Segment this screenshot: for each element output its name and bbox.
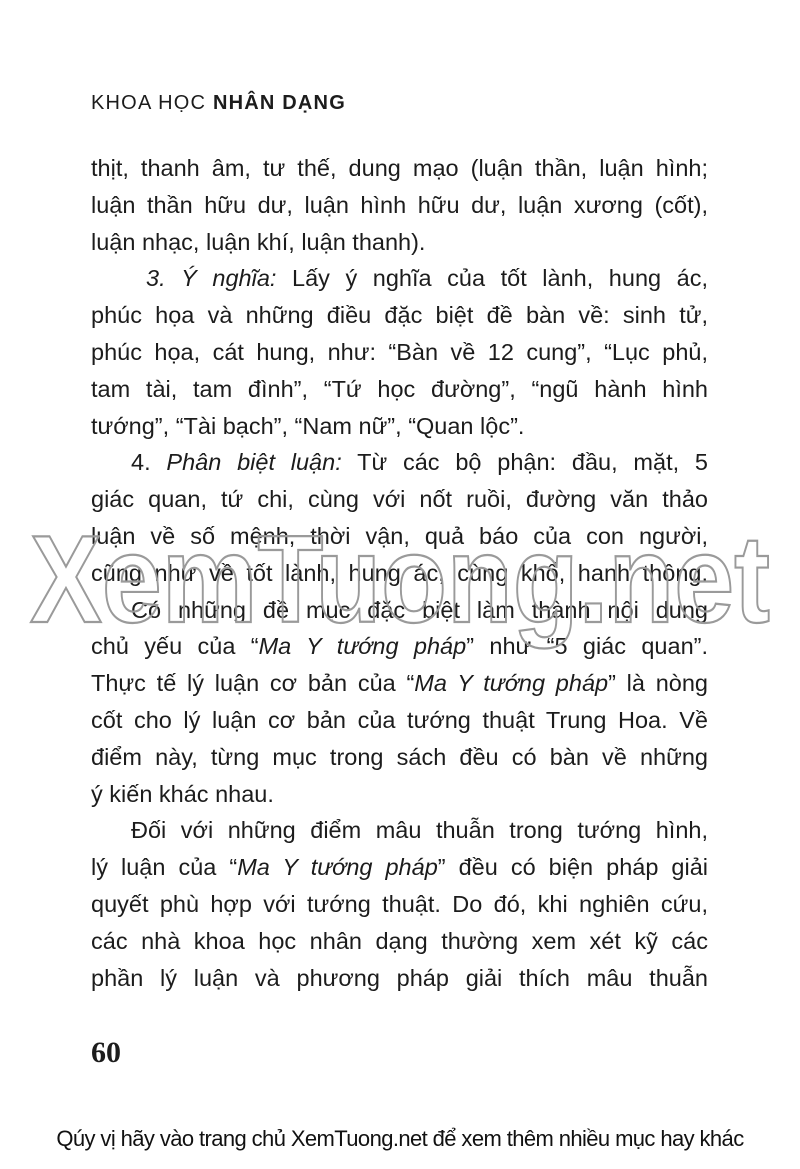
text-line: tam tài, tam đình”, “Tứ học đường”, “ngũ hành hình: [91, 375, 708, 402]
text-line: tướng”, “Tài bạch”, “Nam nữ”, “Quan lộc”.: [91, 412, 525, 439]
text-span: chủ yếu của “: [91, 633, 259, 660]
text-line: phúc họa và những điều đặc biệt đề bàn về: sinh tử,: [91, 302, 708, 329]
text-span: Từ các bộ phận: đầu, mặt, 5: [341, 449, 708, 476]
text-line: luận thần hữu dư, luận hình hữu dư, luận xương (cốt),: [91, 191, 708, 218]
running-header-prefix: KHOA HỌC: [91, 92, 213, 114]
watermark-text: XemTuong.net: [30, 511, 770, 649]
text-span: 4.: [131, 449, 167, 476]
text-italic: Ma Y tướng pháp: [237, 854, 438, 881]
text-span: ” như “5 giác quan”.: [466, 633, 708, 660]
text-line: [91, 665, 708, 702]
text-line: phúc họa, cát hung, như: “Bàn về 12 cung”, “Lục phủ,: [91, 338, 708, 365]
text-span: ” đều có biện pháp giải: [437, 854, 709, 881]
text-line: cũng như về tốt lành, hung ác, cùng khổ, hanh thông.: [91, 559, 708, 586]
text-line: [91, 444, 708, 481]
text-line: [91, 628, 708, 665]
running-header: [91, 92, 346, 115]
text-line: Đối với những điểm mâu thuẫn trong tướng hình,: [131, 817, 708, 844]
text-line: luận về số mệnh, thời vận, quả báo của con người,: [91, 522, 708, 549]
text-span: Lấy ý nghĩa của tốt lành, hung ác,: [276, 265, 708, 292]
text-italic: Ma Y tướng pháp: [258, 633, 467, 660]
text-italic: Phân biệt luận:: [166, 449, 342, 476]
text-line: quyết phù hợp với tướng thuật. Do đó, khi nghiên cứu,: [91, 890, 708, 917]
text-line: thịt, thanh âm, tư thế, dung mạo (luận thần, luận hình;: [91, 155, 708, 181]
text-line: giác quan, tứ chi, cùng với nốt ruồi, đường văn thảo: [91, 486, 708, 513]
text-span: lý luận của “: [91, 854, 238, 881]
text-italic: Ma Y tướng pháp: [414, 670, 609, 697]
text-italic: 3. Ý nghĩa:: [146, 265, 277, 292]
text-line: [91, 849, 708, 886]
text-line: [91, 260, 708, 297]
text-span: Thực tế lý luận cơ bản của “: [91, 670, 415, 697]
text-span: ” là nòng: [608, 670, 709, 697]
footer-note: Qúy vị hãy vào trang chủ XemTuong.net để xem thêm nhiều mục hay khác: [56, 1126, 744, 1151]
text-line: Có những đề mục đặc biệt làm thành nội dung: [131, 596, 708, 623]
text-line: luận nhạc, luận khí, luận thanh).: [91, 228, 426, 255]
text-line: các nhà khoa học nhân dạng thường xem xét kỹ các: [91, 927, 708, 954]
text-line: ý kiến khác nhau.: [91, 780, 274, 807]
body-text: [91, 150, 708, 996]
text-line: cốt cho lý luận cơ bản của tướng thuật Trung Hoa. Về: [91, 706, 708, 733]
page-number: 60: [91, 1036, 121, 1069]
text-line: điểm này, từng mục trong sách đều có bàn về những: [91, 743, 708, 770]
running-header-title: NHÂN DẠNG: [212, 92, 346, 114]
text-line: phần lý luận và phương pháp giải thích mâu thuẫn: [91, 964, 708, 991]
